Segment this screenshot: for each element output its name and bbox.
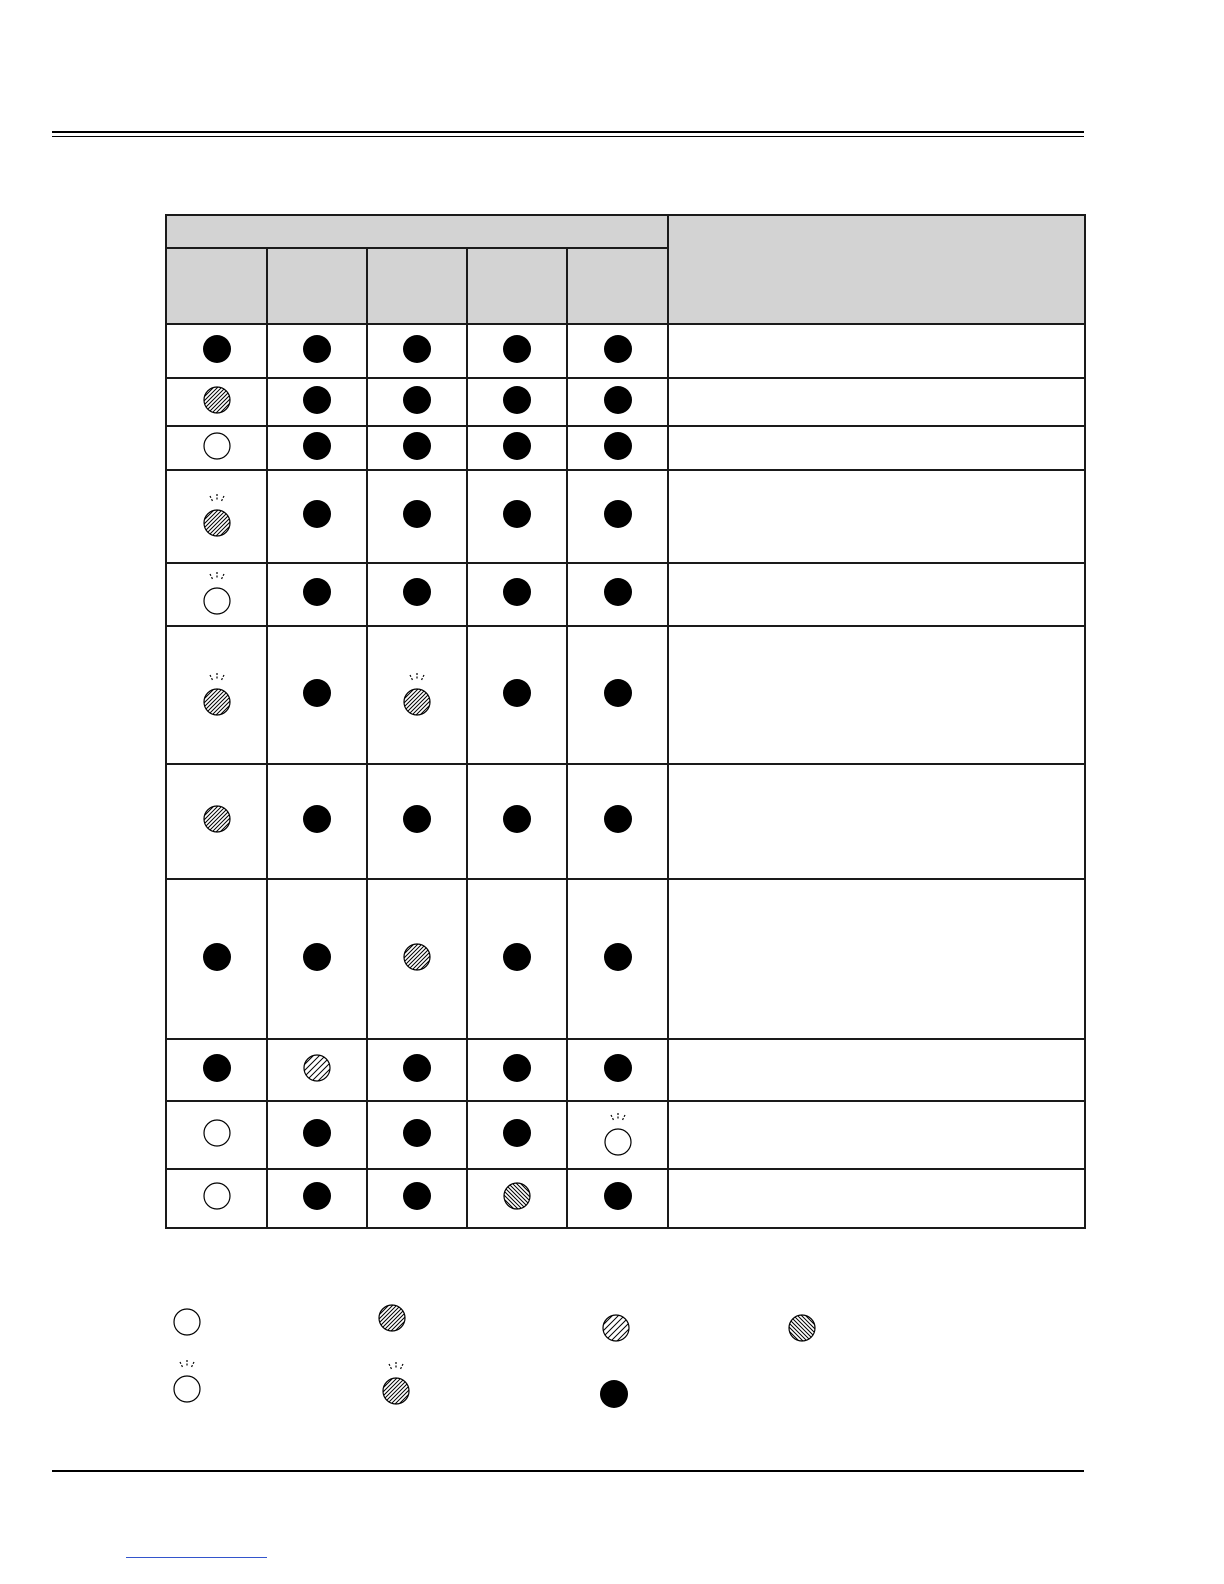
led-cell-3 — [367, 764, 467, 879]
legend-item — [171, 1356, 203, 1404]
led-cell-4 — [467, 426, 567, 470]
table-row — [166, 470, 1085, 563]
column-header-3 — [367, 248, 467, 324]
led-cell-4 — [467, 764, 567, 879]
led-off-icon — [301, 1180, 333, 1212]
led-off-icon — [598, 1378, 630, 1410]
led-off-icon — [301, 430, 333, 462]
led-cell-1 — [166, 1039, 267, 1101]
led-cell-5 — [567, 764, 668, 879]
indicator-table — [165, 214, 1086, 1229]
led-cell-2 — [267, 1101, 367, 1169]
led-cell-1 — [166, 1101, 267, 1169]
blink-ray — [221, 496, 224, 502]
led-hatched-icon — [401, 941, 433, 973]
table-row — [166, 879, 1085, 1039]
blink-ray — [400, 1364, 403, 1370]
led-cell-3 — [367, 563, 467, 626]
led-off-icon — [602, 803, 634, 835]
led-cell-4 — [467, 1039, 567, 1101]
led-light-hatched-icon — [600, 1312, 632, 1344]
led-cell-5 — [567, 879, 668, 1039]
led-cell-2 — [267, 470, 367, 563]
table-row — [166, 1039, 1085, 1101]
led-cell-5 — [567, 1039, 668, 1101]
row-description — [668, 1039, 1085, 1101]
led-cell-2 — [267, 1169, 367, 1228]
led-off-icon — [501, 498, 533, 530]
led-hatched-icon — [201, 803, 233, 835]
led-off-icon — [501, 941, 533, 973]
row-description — [668, 324, 1085, 378]
row-description — [668, 764, 1085, 879]
row-description — [668, 378, 1085, 426]
led-white-blinking-icon — [602, 1109, 634, 1157]
led-off-icon — [301, 384, 333, 416]
legend-item — [598, 1378, 630, 1426]
bottom-rule — [52, 1470, 1084, 1472]
row-description — [668, 563, 1085, 626]
led-off-icon — [401, 1052, 433, 1084]
led-back-hatched-icon — [786, 1312, 818, 1344]
led-off-icon — [602, 333, 634, 365]
top-double-rule-upper — [52, 131, 1084, 133]
table-row — [166, 1169, 1085, 1228]
led-cell-5 — [567, 1169, 668, 1228]
led-off-icon — [401, 333, 433, 365]
led-off-icon — [602, 1052, 634, 1084]
led-cell-4 — [467, 470, 567, 563]
led-cell-5 — [567, 1101, 668, 1169]
blink-ray — [421, 675, 424, 681]
led-cell-1 — [166, 426, 267, 470]
row-description — [668, 879, 1085, 1039]
led-cell-3 — [367, 324, 467, 378]
led-cell-3 — [367, 470, 467, 563]
table-body — [166, 324, 1085, 1228]
led-hatched-blinking-icon — [401, 669, 433, 717]
blink-ray — [191, 1362, 194, 1368]
table-row — [166, 1101, 1085, 1169]
blink-ray — [622, 1115, 625, 1121]
led-cell-1 — [166, 764, 267, 879]
table-row — [166, 378, 1085, 426]
led-cell-2 — [267, 1039, 367, 1101]
column-header-4 — [467, 248, 567, 324]
legend-item — [380, 1358, 412, 1406]
led-cell-3 — [367, 426, 467, 470]
led-hatched-icon — [376, 1302, 408, 1334]
led-cell-1 — [166, 324, 267, 378]
led-off-icon — [602, 1180, 634, 1212]
led-cell-4 — [467, 378, 567, 426]
top-double-rule-lower — [52, 136, 1084, 137]
table-row — [166, 764, 1085, 879]
led-cell-4 — [467, 879, 567, 1039]
led-cell-4 — [467, 563, 567, 626]
footer-link-underline — [126, 1557, 267, 1558]
led-off-icon — [501, 384, 533, 416]
led-off-icon — [401, 384, 433, 416]
led-cell-3 — [367, 879, 467, 1039]
led-off-icon — [401, 430, 433, 462]
led-cell-1 — [166, 626, 267, 764]
led-off-icon — [201, 1052, 233, 1084]
led-cell-4 — [467, 1169, 567, 1228]
table-row — [166, 426, 1085, 470]
table-row — [166, 626, 1085, 764]
led-off-icon — [602, 430, 634, 462]
led-off-icon — [602, 941, 634, 973]
led-cell-5 — [567, 426, 668, 470]
column-header-5 — [567, 248, 668, 324]
led-off-icon — [501, 430, 533, 462]
legend-item — [600, 1312, 632, 1360]
led-cell-5 — [567, 470, 668, 563]
led-off-icon — [301, 498, 333, 530]
led-hatched-blinking-icon — [380, 1358, 412, 1406]
blink-ray — [221, 675, 224, 681]
led-cell-4 — [467, 324, 567, 378]
column-header-2 — [267, 248, 367, 324]
led-back-hatched-icon — [501, 1180, 533, 1212]
led-cell-5 — [567, 378, 668, 426]
legend-item — [376, 1302, 408, 1350]
table-row — [166, 324, 1085, 378]
led-white-icon — [201, 1180, 233, 1212]
blink-ray — [221, 574, 224, 580]
led-hatched-blinking-icon — [201, 669, 233, 717]
led-cell-3 — [367, 1169, 467, 1228]
row-description — [668, 1169, 1085, 1228]
blink-ray — [210, 574, 213, 580]
led-cell-2 — [267, 879, 367, 1039]
led-cell-2 — [267, 626, 367, 764]
indicator-group-header — [166, 215, 668, 248]
led-off-icon — [501, 803, 533, 835]
led-white-blinking-icon — [201, 568, 233, 616]
led-white-icon — [201, 430, 233, 462]
led-cell-3 — [367, 626, 467, 764]
blink-ray — [410, 675, 413, 681]
led-cell-1 — [166, 1169, 267, 1228]
row-description — [668, 426, 1085, 470]
led-cell-1 — [166, 378, 267, 426]
led-off-icon — [301, 941, 333, 973]
blink-ray — [611, 1115, 614, 1121]
led-hatched-icon — [201, 384, 233, 416]
led-cell-3 — [367, 1101, 467, 1169]
led-cell-1 — [166, 470, 267, 563]
led-off-icon — [602, 576, 634, 608]
led-hatched-blinking-icon — [201, 490, 233, 538]
led-off-icon — [602, 677, 634, 709]
led-cell-5 — [567, 563, 668, 626]
led-off-icon — [401, 576, 433, 608]
legend-item — [171, 1306, 203, 1354]
led-off-icon — [501, 1052, 533, 1084]
led-white-icon — [171, 1306, 203, 1338]
blink-ray — [389, 1364, 392, 1370]
row-description — [668, 1101, 1085, 1169]
led-cell-5 — [567, 626, 668, 764]
led-off-icon — [401, 1117, 433, 1149]
led-off-icon — [401, 1180, 433, 1212]
led-off-icon — [301, 677, 333, 709]
led-off-icon — [602, 384, 634, 416]
led-cell-4 — [467, 626, 567, 764]
blink-ray — [210, 675, 213, 681]
led-off-icon — [201, 941, 233, 973]
led-cell-1 — [166, 563, 267, 626]
led-cell-2 — [267, 563, 367, 626]
row-description — [668, 626, 1085, 764]
led-off-icon — [602, 498, 634, 530]
led-cell-1 — [166, 879, 267, 1039]
description-header — [668, 215, 1085, 324]
led-off-icon — [201, 333, 233, 365]
led-off-icon — [301, 576, 333, 608]
led-off-icon — [301, 803, 333, 835]
led-off-icon — [301, 1117, 333, 1149]
led-off-icon — [301, 333, 333, 365]
column-header-1 — [166, 248, 267, 324]
table-row — [166, 563, 1085, 626]
led-white-blinking-icon — [171, 1356, 203, 1404]
led-cell-3 — [367, 1039, 467, 1101]
led-cell-2 — [267, 426, 367, 470]
led-cell-3 — [367, 378, 467, 426]
led-cell-2 — [267, 378, 367, 426]
led-cell-5 — [567, 324, 668, 378]
led-off-icon — [501, 576, 533, 608]
blink-ray — [180, 1362, 183, 1368]
led-light-hatched-icon — [301, 1052, 333, 1084]
led-off-icon — [501, 1117, 533, 1149]
led-white-icon — [201, 1117, 233, 1149]
row-description — [668, 470, 1085, 563]
led-off-icon — [401, 498, 433, 530]
led-cell-2 — [267, 764, 367, 879]
led-cell-4 — [467, 1101, 567, 1169]
led-off-icon — [501, 333, 533, 365]
led-cell-2 — [267, 324, 367, 378]
led-off-icon — [401, 803, 433, 835]
legend-item — [786, 1312, 818, 1360]
blink-ray — [210, 496, 213, 502]
led-off-icon — [501, 677, 533, 709]
